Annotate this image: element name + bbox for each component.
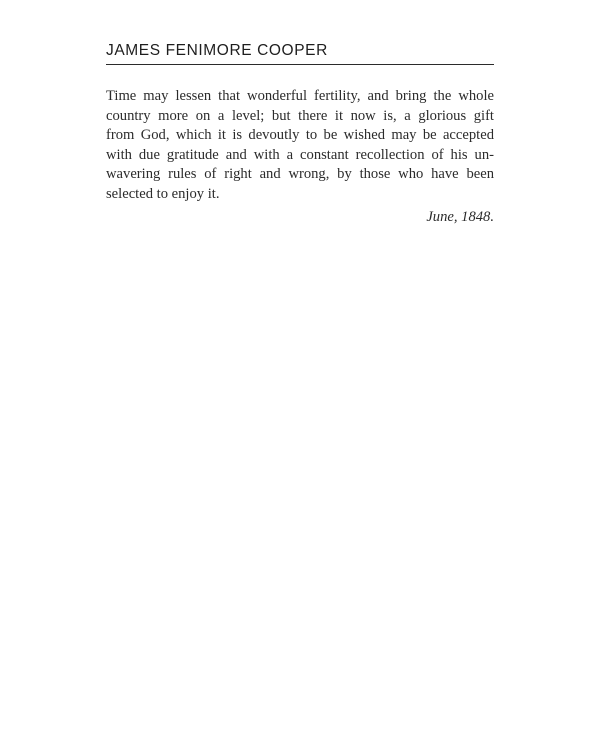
body-paragraph (106, 87, 494, 205)
body-line: with due gratitude and with a constant recollection of his un- (106, 146, 494, 163)
body-line: wavering rules of right and wrong, by those who have been (106, 166, 494, 183)
dateline: June, 1848. (426, 209, 494, 225)
header-rule (106, 64, 494, 65)
body-line: country more on a level; but there it now is, a glorious gift (106, 107, 494, 124)
running-head-title: JAMES FENIMORE COOPER (106, 42, 328, 59)
running-head (106, 42, 494, 66)
body-line: from God, which it is devoutly to be wished may be accepted (106, 127, 494, 144)
body-line: Time may lessen that wonderful fertility, and bring the whole (106, 88, 494, 104)
body-line: selected to enjoy it. (106, 185, 220, 202)
